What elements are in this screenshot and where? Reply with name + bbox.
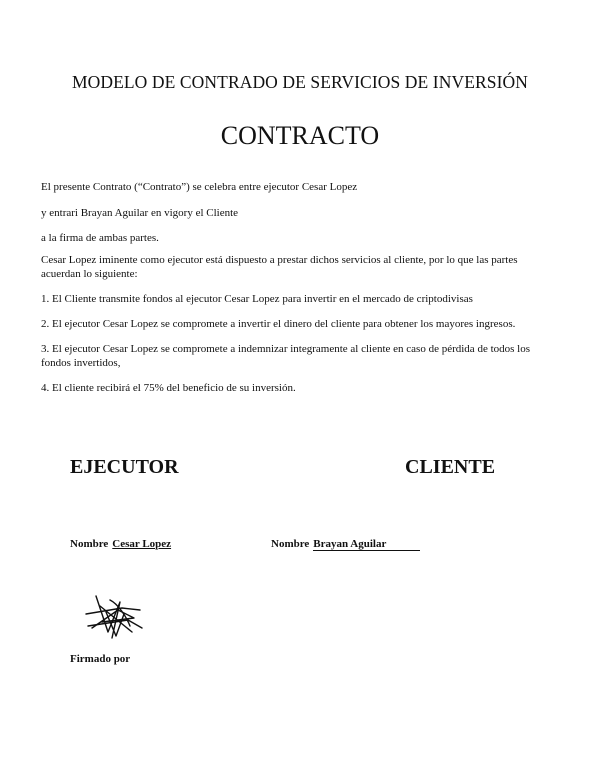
intro-paragraph-2: y entrari Brayan Aguilar en vigory el Cliente xyxy=(41,207,239,219)
intro-paragraph-3: a la firma de ambas partes. xyxy=(41,232,159,244)
intro-paragraph-4: Cesar Lopez iminente como ejecutor está dispuesto a prestar dichos servicios al cliente, por lo que las partes acuerdan lo siguiente: xyxy=(41,254,518,280)
signature-image xyxy=(82,592,148,642)
clause-4: 4. El cliente recibirá el 75% del beneficio de su inversión. xyxy=(41,382,296,394)
client-name-label: Nombre xyxy=(271,538,310,550)
executor-name-row xyxy=(70,538,171,550)
clause-3: 3. El ejecutor Cesar Lopez se compromete a indemnizar integramente al cliente en caso de pérdida de todos los fondos invertidos, xyxy=(41,343,531,369)
clause-2: 2. El ejecutor Cesar Lopez se compromete a invertir el dinero del cliente para obtener los mayores ingresos. xyxy=(41,318,516,330)
executor-heading: EJECUTOR xyxy=(70,456,179,478)
client-name-row xyxy=(271,538,420,550)
signed-by-label: Firmado por xyxy=(70,653,131,665)
client-name-value: Brayan Aguilar xyxy=(313,538,420,551)
executor-name-label: Nombre xyxy=(70,538,109,550)
clause-1: 1. El Cliente transmite fondos al ejecutor Cesar Lopez para invertir en el mercado de criptodivisas xyxy=(41,293,473,305)
document-title: CONTRACTO xyxy=(220,121,380,150)
executor-name-value: Cesar Lopez xyxy=(112,538,172,550)
intro-paragraph-1: El presente Contrato (“Contrato”) se celebra entre ejecutor Cesar Lopez xyxy=(41,181,358,193)
document-subtitle: MODELO DE CONTRADO DE SERVICIOS DE INVERSIÓN xyxy=(71,72,529,92)
client-heading: CLIENTE xyxy=(405,456,496,478)
